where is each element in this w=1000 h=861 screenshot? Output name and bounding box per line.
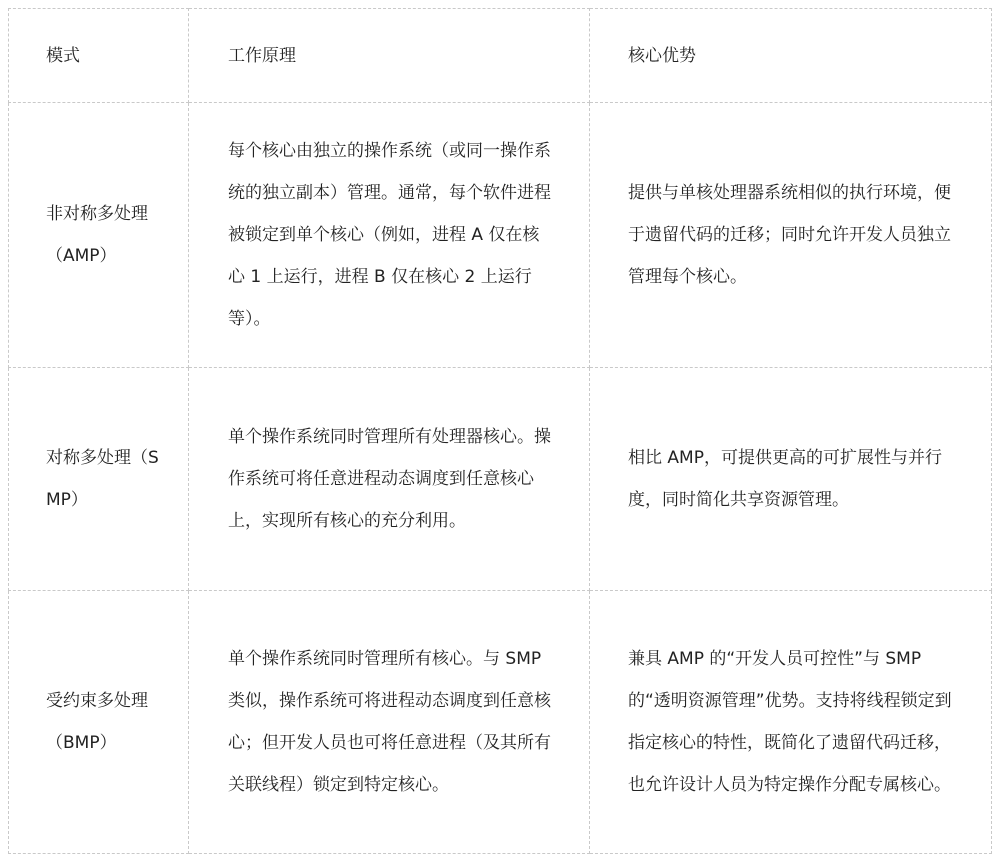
advantage-cell-amp: 提供与单核处理器系统相似的执行环境，便于遗留代码的迁移；同时允许开发人员独立管理每个核心。 — [590, 103, 992, 368]
advantage-cell-bmp: 兼具 AMP 的“开发人员可控性”与 SMP 的“透明资源管理”优势。支持将线程锁定到指定核心的特性，既简化了遗留代码迁移，也允许设计人员为特定操作分配专属核心。 — [590, 591, 992, 854]
header-advantage: 核心优势 — [590, 9, 992, 103]
table-row-amp — [9, 103, 992, 368]
table-header-row — [9, 9, 992, 103]
principle-cell-amp: 每个核心由独立的操作系统（或同一操作系统的独立副本）管理。通常，每个软件进程被锁定到单个核心（例如，进程 A 仅在核心 1 上运行，进程 B 仅在核心 2 上运行等）。 — [189, 103, 590, 368]
table-row-bmp — [9, 591, 992, 854]
comparison-table — [8, 8, 992, 854]
advantage-cell-smp: 相比 AMP，可提供更高的可扩展性与并行度，同时简化共享资源管理。 — [590, 368, 992, 591]
mode-cell-bmp: 受约束多处理（BMP） — [9, 591, 189, 854]
header-principle: 工作原理 — [189, 9, 590, 103]
header-mode: 模式 — [9, 9, 189, 103]
table-row-smp — [9, 368, 992, 591]
mode-cell-amp: 非对称多处理（AMP） — [9, 103, 189, 368]
mode-cell-smp: 对称多处理（SMP） — [9, 368, 189, 591]
principle-cell-bmp: 单个操作系统同时管理所有核心。与 SMP 类似，操作系统可将进程动态调度到任意核心；但开发人员也可将任意进程（及其所有关联线程）锁定到特定核心。 — [189, 591, 590, 854]
principle-cell-smp: 单个操作系统同时管理所有处理器核心。操作系统可将任意进程动态调度到任意核心上，实现所有核心的充分利用。 — [189, 368, 590, 591]
